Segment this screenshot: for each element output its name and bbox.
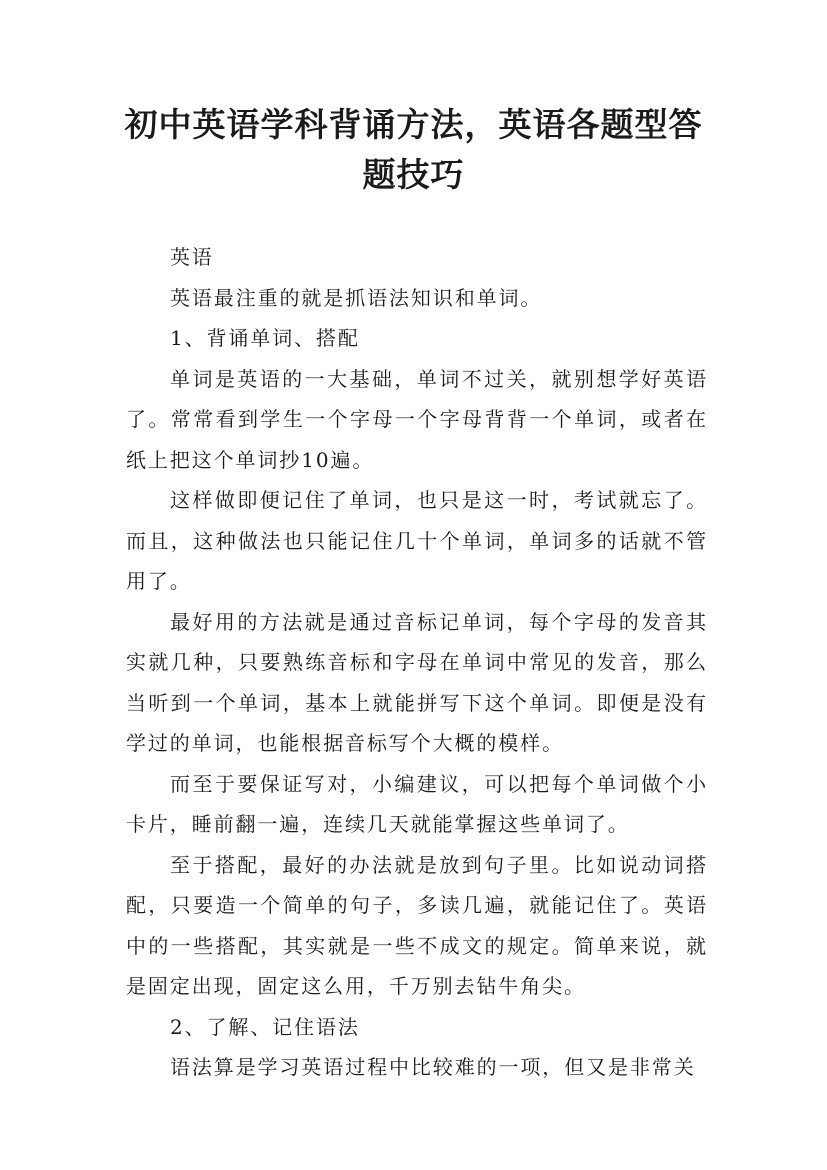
section-heading: 英语: [170, 245, 214, 269]
paragraph: 至于搭配，最好的办法就是放到句子里。比如说动词搭配，只要造一个简单的句子，多读几遍，就能记住了。英语中的一些搭配，其实就是一些不成文的规定。简单来说，就是固定出现，固定这么用，千万别去钻牛角尖。: [126, 852, 708, 998]
document-title: 初中英语学科背诵方法，英语各题型答题技巧: [124, 105, 703, 194]
paragraph: 最好用的方法就是通过音标记单词，每个字母的发音其实就几种，只要熟练音标和字母在单词中常见的发音，那么当听到一个单词，基本上就能拼写下这个单词。即便是没有学过的单词，也能根据音标写个大概的模样。: [126, 609, 708, 755]
paragraph: 而至于要保证写对，小编建议，可以把每个单词做个小卡片，睡前翻一遍，连续几天就能掌握这些单词了。: [126, 771, 708, 836]
subsection-heading: 2、了解、记住语法: [170, 1014, 360, 1039]
paragraph: 单词是英语的一大基础，单词不过关，就别想学好英语了。常常看到学生一个字母一个字母背背一个单词，或者在纸上把这个单词抄10遍。: [126, 366, 708, 472]
subsection-heading: 1、背诵单词、搭配: [170, 326, 360, 350]
paragraph: 英语最注重的就是抓语法知识和单词。: [170, 285, 543, 310]
document-body: [126, 237, 708, 1088]
paragraph: 语法算是学习英语过程中比较难的一项，但又是非常关: [170, 1055, 696, 1079]
paragraph: 这样做即便记住了单词，也只是这一时，考试就忘了。而且，这种做法也只能记住几十个单词，单词多的话就不管用了。: [126, 488, 708, 593]
